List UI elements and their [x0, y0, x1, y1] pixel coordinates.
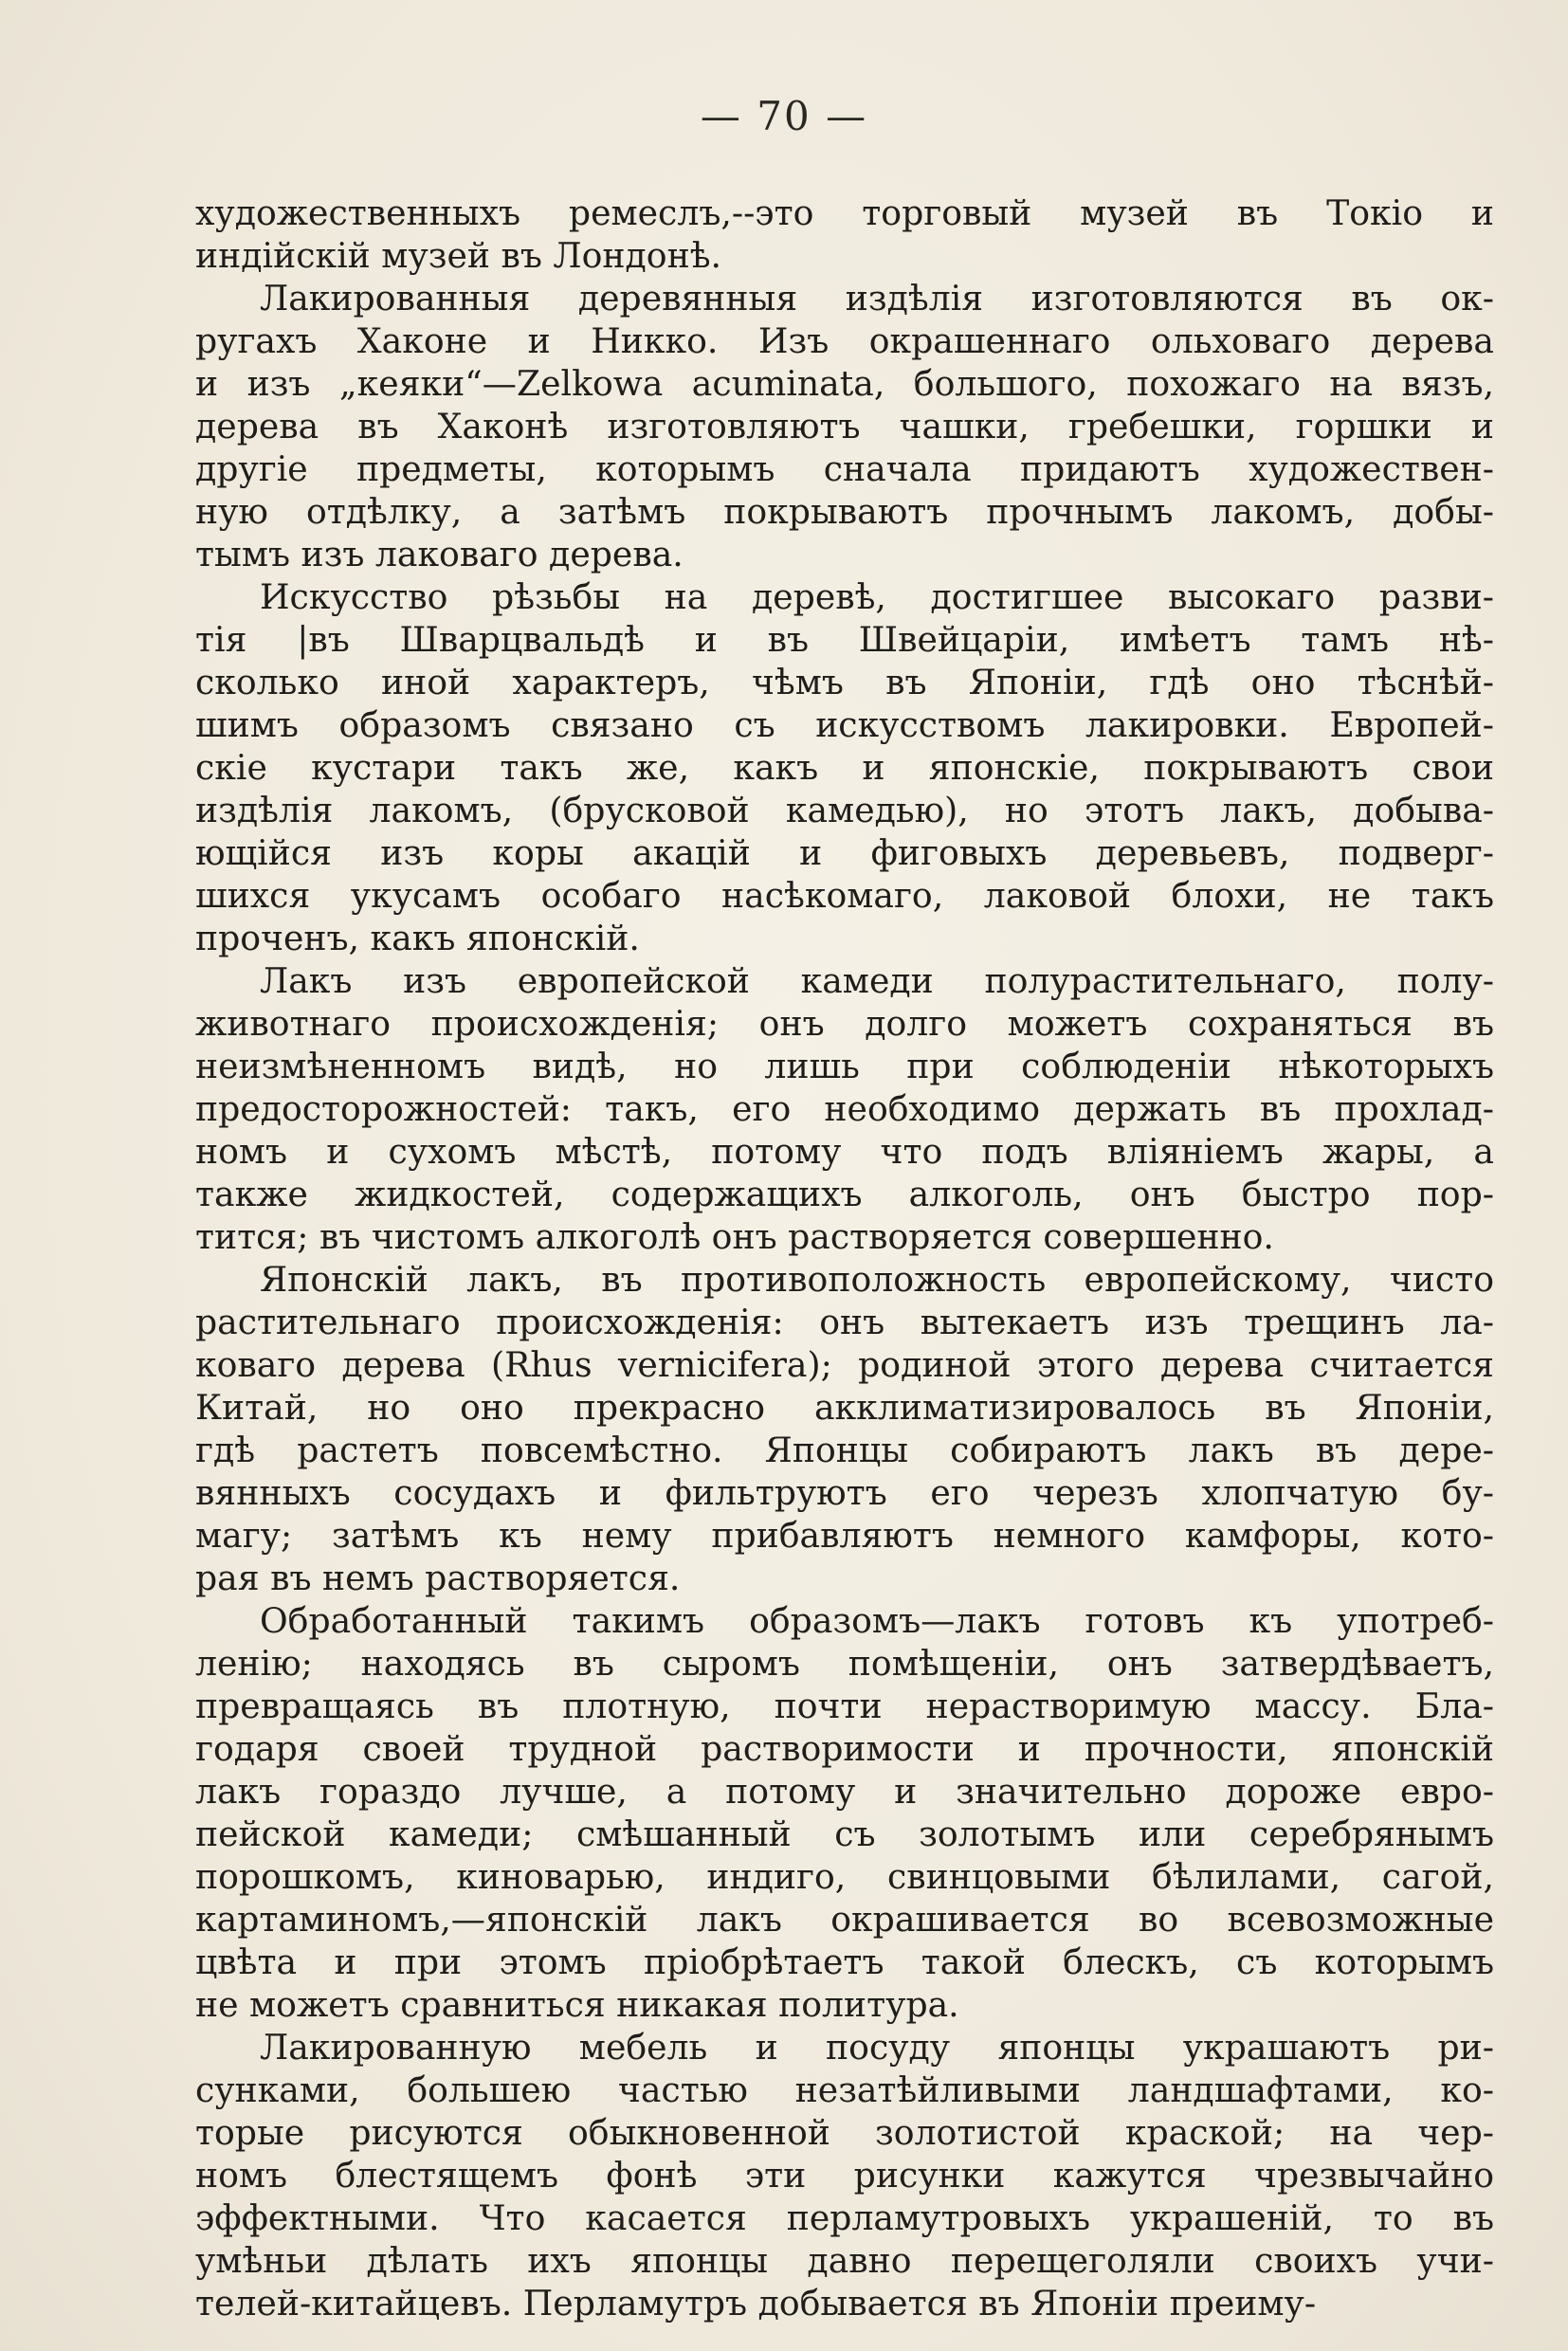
text-line: гдѣ растетъ повсемѣстно. Японцы собираютъ лакъ въ дере-: [195, 1430, 1494, 1470]
paragraph: [195, 1258, 1494, 1599]
text-line: ющійся изъ коры акацій и фиговыхъ деревьевъ, подверг-: [195, 832, 1494, 873]
text-line: торые рисуются обыкновенной золотистой краской; на чер-: [195, 2112, 1494, 2153]
text-line: не можетъ сравниться никакая политура.: [195, 1984, 959, 2025]
text-line: коваго дерева (Rhus vernicifera); родиной этого дерева считается: [195, 1344, 1494, 1385]
text-line: Искусство рѣзьбы на деревѣ, достигшее высокаго разви-: [260, 576, 1494, 617]
text-line: Японскій лакъ, въ противоположность европейскому, чисто: [260, 1259, 1494, 1300]
text-line: лакъ гораздо лучше, а потому и значительно дороже евро-: [195, 1771, 1494, 1812]
text-line: ругахъ Хаконе и Никко. Изъ окрашеннаго ольховаго дерева: [195, 320, 1494, 361]
text-line: вянныхъ сосудахъ и фильтруютъ его черезъ хлопчатую бу-: [195, 1472, 1494, 1513]
text-line: предосторожностей: такъ, его необходимо держать въ прохлад-: [195, 1088, 1494, 1129]
text-line: тымъ изъ лаковаго дерева.: [195, 534, 684, 574]
text-line: пейской камеди; смѣшанный съ золотымъ или серебрянымъ: [195, 1813, 1494, 1854]
text-line: годаря своей трудной растворимости и прочности, японскій: [195, 1728, 1494, 1769]
text-line: проченъ, какъ японскій.: [195, 918, 640, 958]
text-line: скіе кустари такъ же, какъ и японскіе, покрываютъ свои: [195, 747, 1494, 788]
text-line: сколько иной характеръ, чѣмъ въ Японіи, гдѣ оно тѣснѣй-: [195, 662, 1494, 702]
text-line: умѣньи дѣлать ихъ японцы давно перещеголяли своихъ учи-: [195, 2240, 1494, 2281]
text-line: порошкомъ, киноварью, индиго, свинцовыми бѣлилами, сагой,: [195, 1856, 1494, 1897]
paragraph: [195, 1599, 1494, 2026]
paragraph: [195, 2026, 1494, 2324]
text-line: рая въ немъ растворяется.: [195, 1558, 681, 1598]
text-line: номъ блестящемъ фонѣ эти рисунки кажутся чрезвычайно: [195, 2155, 1494, 2196]
text-line: другіе предметы, которымъ сначала придаютъ художествен-: [195, 448, 1494, 489]
text-line: животнаго происхожденія; онъ долго можетъ сохраняться въ: [195, 1003, 1494, 1044]
paragraph: [195, 191, 1494, 277]
text-line: также жидкостей, содержащихъ алкоголь, онъ быстро пор-: [195, 1174, 1494, 1214]
text-line: магу; затѣмъ къ нему прибавляютъ немного камфоры, кото-: [195, 1515, 1494, 1556]
text-line: растительнаго происхожденія: онъ вытекаетъ изъ трещинъ ла-: [195, 1302, 1494, 1342]
text-line: Лакированную мебель и посуду японцы украшаютъ ри-: [260, 2027, 1494, 2068]
text-line: превращаясь въ плотную, почти нерастворимую массу. Бла-: [195, 1686, 1494, 1726]
text-line: Обработанный такимъ образомъ—лакъ готовъ къ употреб-: [260, 1600, 1494, 1641]
text-line: эффектными. Что касается перламутровыхъ украшеній, то въ: [195, 2197, 1494, 2238]
text-line: Китай, но оно прекрасно акклиматизировалось въ Японіи,: [195, 1387, 1494, 1428]
paragraph: [195, 575, 1494, 959]
body-text: [195, 191, 1494, 2324]
text-line: тія |въ Шварцвальдѣ и въ Швейцаріи, имѣетъ тамъ нѣ-: [195, 619, 1494, 660]
text-line: картаминомъ,—японскій лакъ окрашивается во всевозможные: [195, 1899, 1494, 1940]
text-line: Лакъ изъ европейской камеди полурастительнаго, полу-: [260, 960, 1494, 1001]
text-line: издѣлія лакомъ, (брусковой камедью), но этотъ лакъ, добыва-: [195, 790, 1494, 830]
text-line: ную отдѣлку, а затѣмъ покрываютъ прочнымъ лакомъ, добы-: [195, 491, 1494, 532]
text-line: сунками, большею частью незатѣйливыми ландшафтами, ко-: [195, 2069, 1494, 2110]
text-line: Лакированныя деревянныя издѣлія изготовляются въ ок-: [260, 278, 1494, 319]
text-line: художественныхъ ремеслъ,--это торговый музей въ Токіо и: [195, 192, 1494, 233]
text-line: шимъ образомъ связано съ искусствомъ лакировки. Европей-: [195, 704, 1494, 745]
paragraph: [195, 277, 1494, 575]
text-line: номъ и сухомъ мѣстѣ, потому что подъ вліяніемъ жары, а: [195, 1131, 1494, 1172]
text-line: дерева въ Хаконѣ изготовляютъ чашки, гребешки, горшки и: [195, 406, 1494, 447]
text-line: ленію; находясь въ сыромъ помѣщеніи, онъ затвердѣваетъ,: [195, 1643, 1494, 1684]
text-line: цвѣта и при этомъ пріобрѣтаетъ такой блескъ, съ которымъ: [195, 1941, 1494, 1982]
paragraph: [195, 959, 1494, 1258]
text-line: индійскій музей въ Лондонѣ.: [195, 235, 722, 276]
text-line: тится; въ чистомъ алкоголѣ онъ растворяется совершенно.: [195, 1216, 1274, 1257]
text-line: телей-китайцевъ. Перламутръ добывается въ Японіи преиму-: [195, 2283, 1317, 2324]
text-line: и изъ „кеяки“—Zelkowa acuminata, большого, похожаго на вязъ,: [195, 363, 1494, 404]
text-line: шихся укусамъ особаго насѣкомаго, лаковой блохи, не такъ: [195, 875, 1494, 916]
text-line: неизмѣненномъ видѣ, но лишь при соблюденіи нѣкоторыхъ: [195, 1046, 1494, 1086]
page-number: — 70 —: [700, 93, 868, 139]
